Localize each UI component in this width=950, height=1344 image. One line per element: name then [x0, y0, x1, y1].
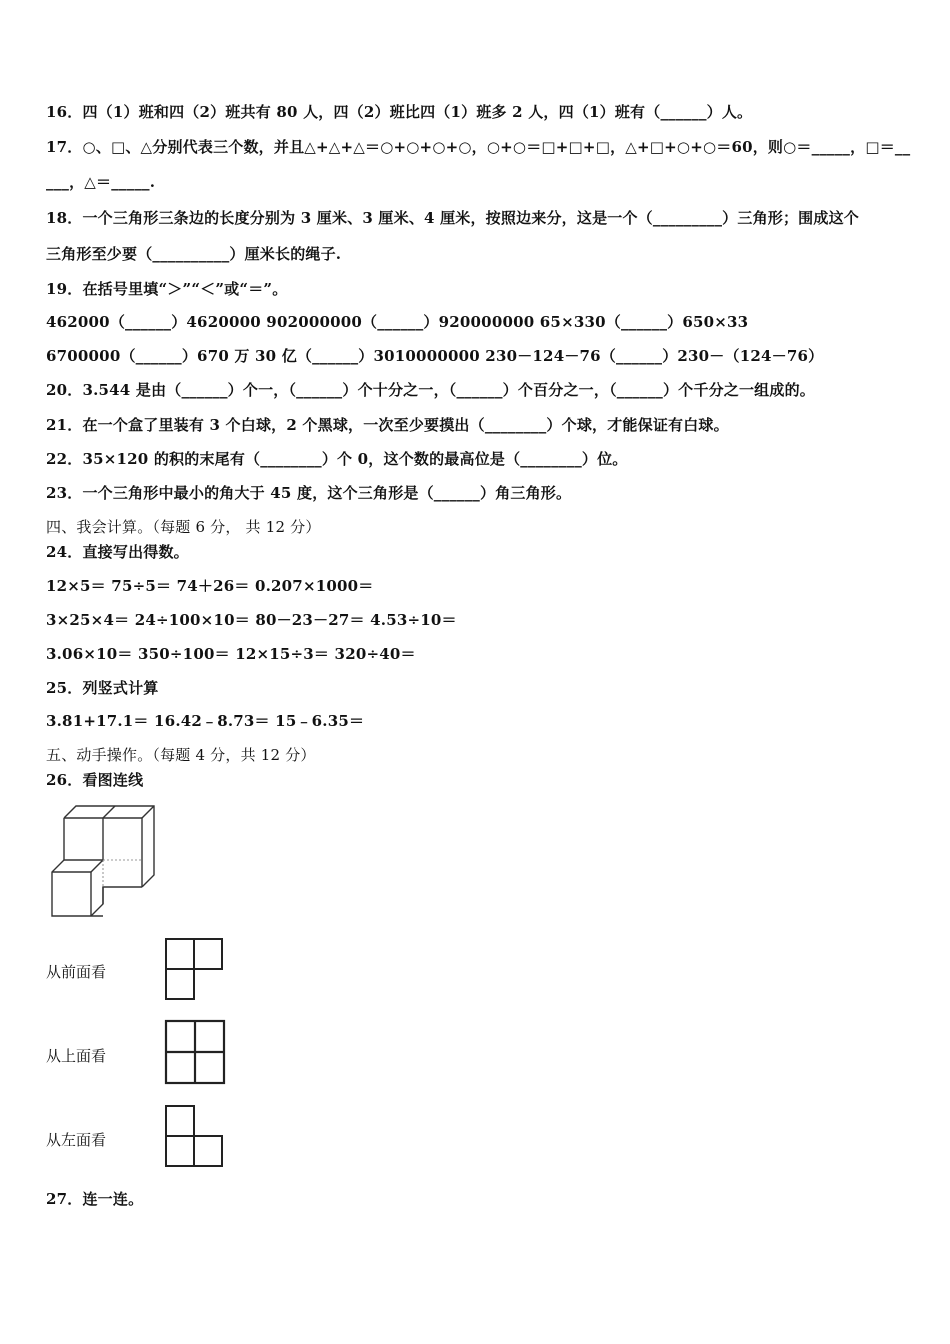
question-25: 25．列竖式计算 [46, 679, 159, 697]
view-front-label: 从前面看 [46, 963, 107, 981]
question-27: 27．连一连。 [46, 1190, 144, 1208]
question-18-line1: 18．一个三角形三条边的长度分别为 3 厘米、3 厘米、4 厘米，按照边来分，这是一个（_________）三角形；围成这个 [46, 209, 859, 227]
question-20: 20．3.544 是由（______）个一，（______）个十分之一，（______）个百分之一，（______）个千分之一组成的。 [46, 381, 815, 399]
question-18-line2: 三角形至少要（__________）厘米长的绳子. [46, 245, 342, 263]
question-19: 19．在括号里填“＞”“＜”或“＝”。 [46, 280, 288, 298]
question-19-row1: 462000（______）4620000 902000000（______）920000000 65×330（______）650×33 [46, 313, 749, 331]
view-left-label: 从左面看 [46, 1131, 107, 1149]
question-22: 22．35×120 的积的末尾有（________）个 0，这个数的最高位是（________）位。 [46, 450, 628, 468]
section-5-heading: 五、动手操作。（每题 4 分，共 12 分） [46, 746, 316, 764]
left-view-icon [162, 1102, 226, 1170]
question-23: 23．一个三角形中最小的角大于 45 度，这个三角形是（______）角三角形。 [46, 484, 572, 502]
view-top-label: 从上面看 [46, 1047, 107, 1065]
top-view-icon [162, 1017, 228, 1087]
front-view-icon [162, 935, 226, 1003]
question-26: 26．看图连线 [46, 771, 144, 789]
question-19-row2: 6700000（______）670 万 30 亿（______）3010000000 230－124－76（______）230－（124－76） [46, 347, 824, 365]
question-24-row1: 12×5＝ 75÷5＝ 74＋26＝ 0.207×1000＝ [46, 577, 374, 595]
question-24: 24．直接写出得数。 [46, 543, 189, 561]
question-25-row1: 3.81+17.1＝ 16.42﹣8.73＝ 15﹣6.35＝ [46, 712, 365, 730]
question-17-line1: 17．○、□、△分别代表三个数，并且△+△+△＝○+○+○+○，○+○＝□+□+□，△+□+○+○＝60，则○＝_____，□＝__ [46, 138, 911, 156]
question-24-row3: 3.06×10＝ 350÷100＝ 12×15÷3＝ 320÷40＝ [46, 645, 416, 663]
cube-figure [44, 800, 164, 925]
question-16: 16．四（1）班和四（2）班共有 80 人，四（2）班比四（1）班多 2 人，四（1）班有（______）人。 [46, 103, 753, 121]
section-4-heading: 四、我会计算。（每题 6 分， 共 12 分） [46, 518, 321, 536]
question-24-row2: 3×25×4＝ 24÷100×10＝ 80－23－27＝ 4.53÷10＝ [46, 611, 457, 629]
question-21: 21．在一个盒了里装有 3 个白球，2 个黑球，一次至少要摸出（________）个球，才能保证有白球。 [46, 416, 729, 434]
question-17-line2: ___，△＝_____. [46, 173, 156, 191]
